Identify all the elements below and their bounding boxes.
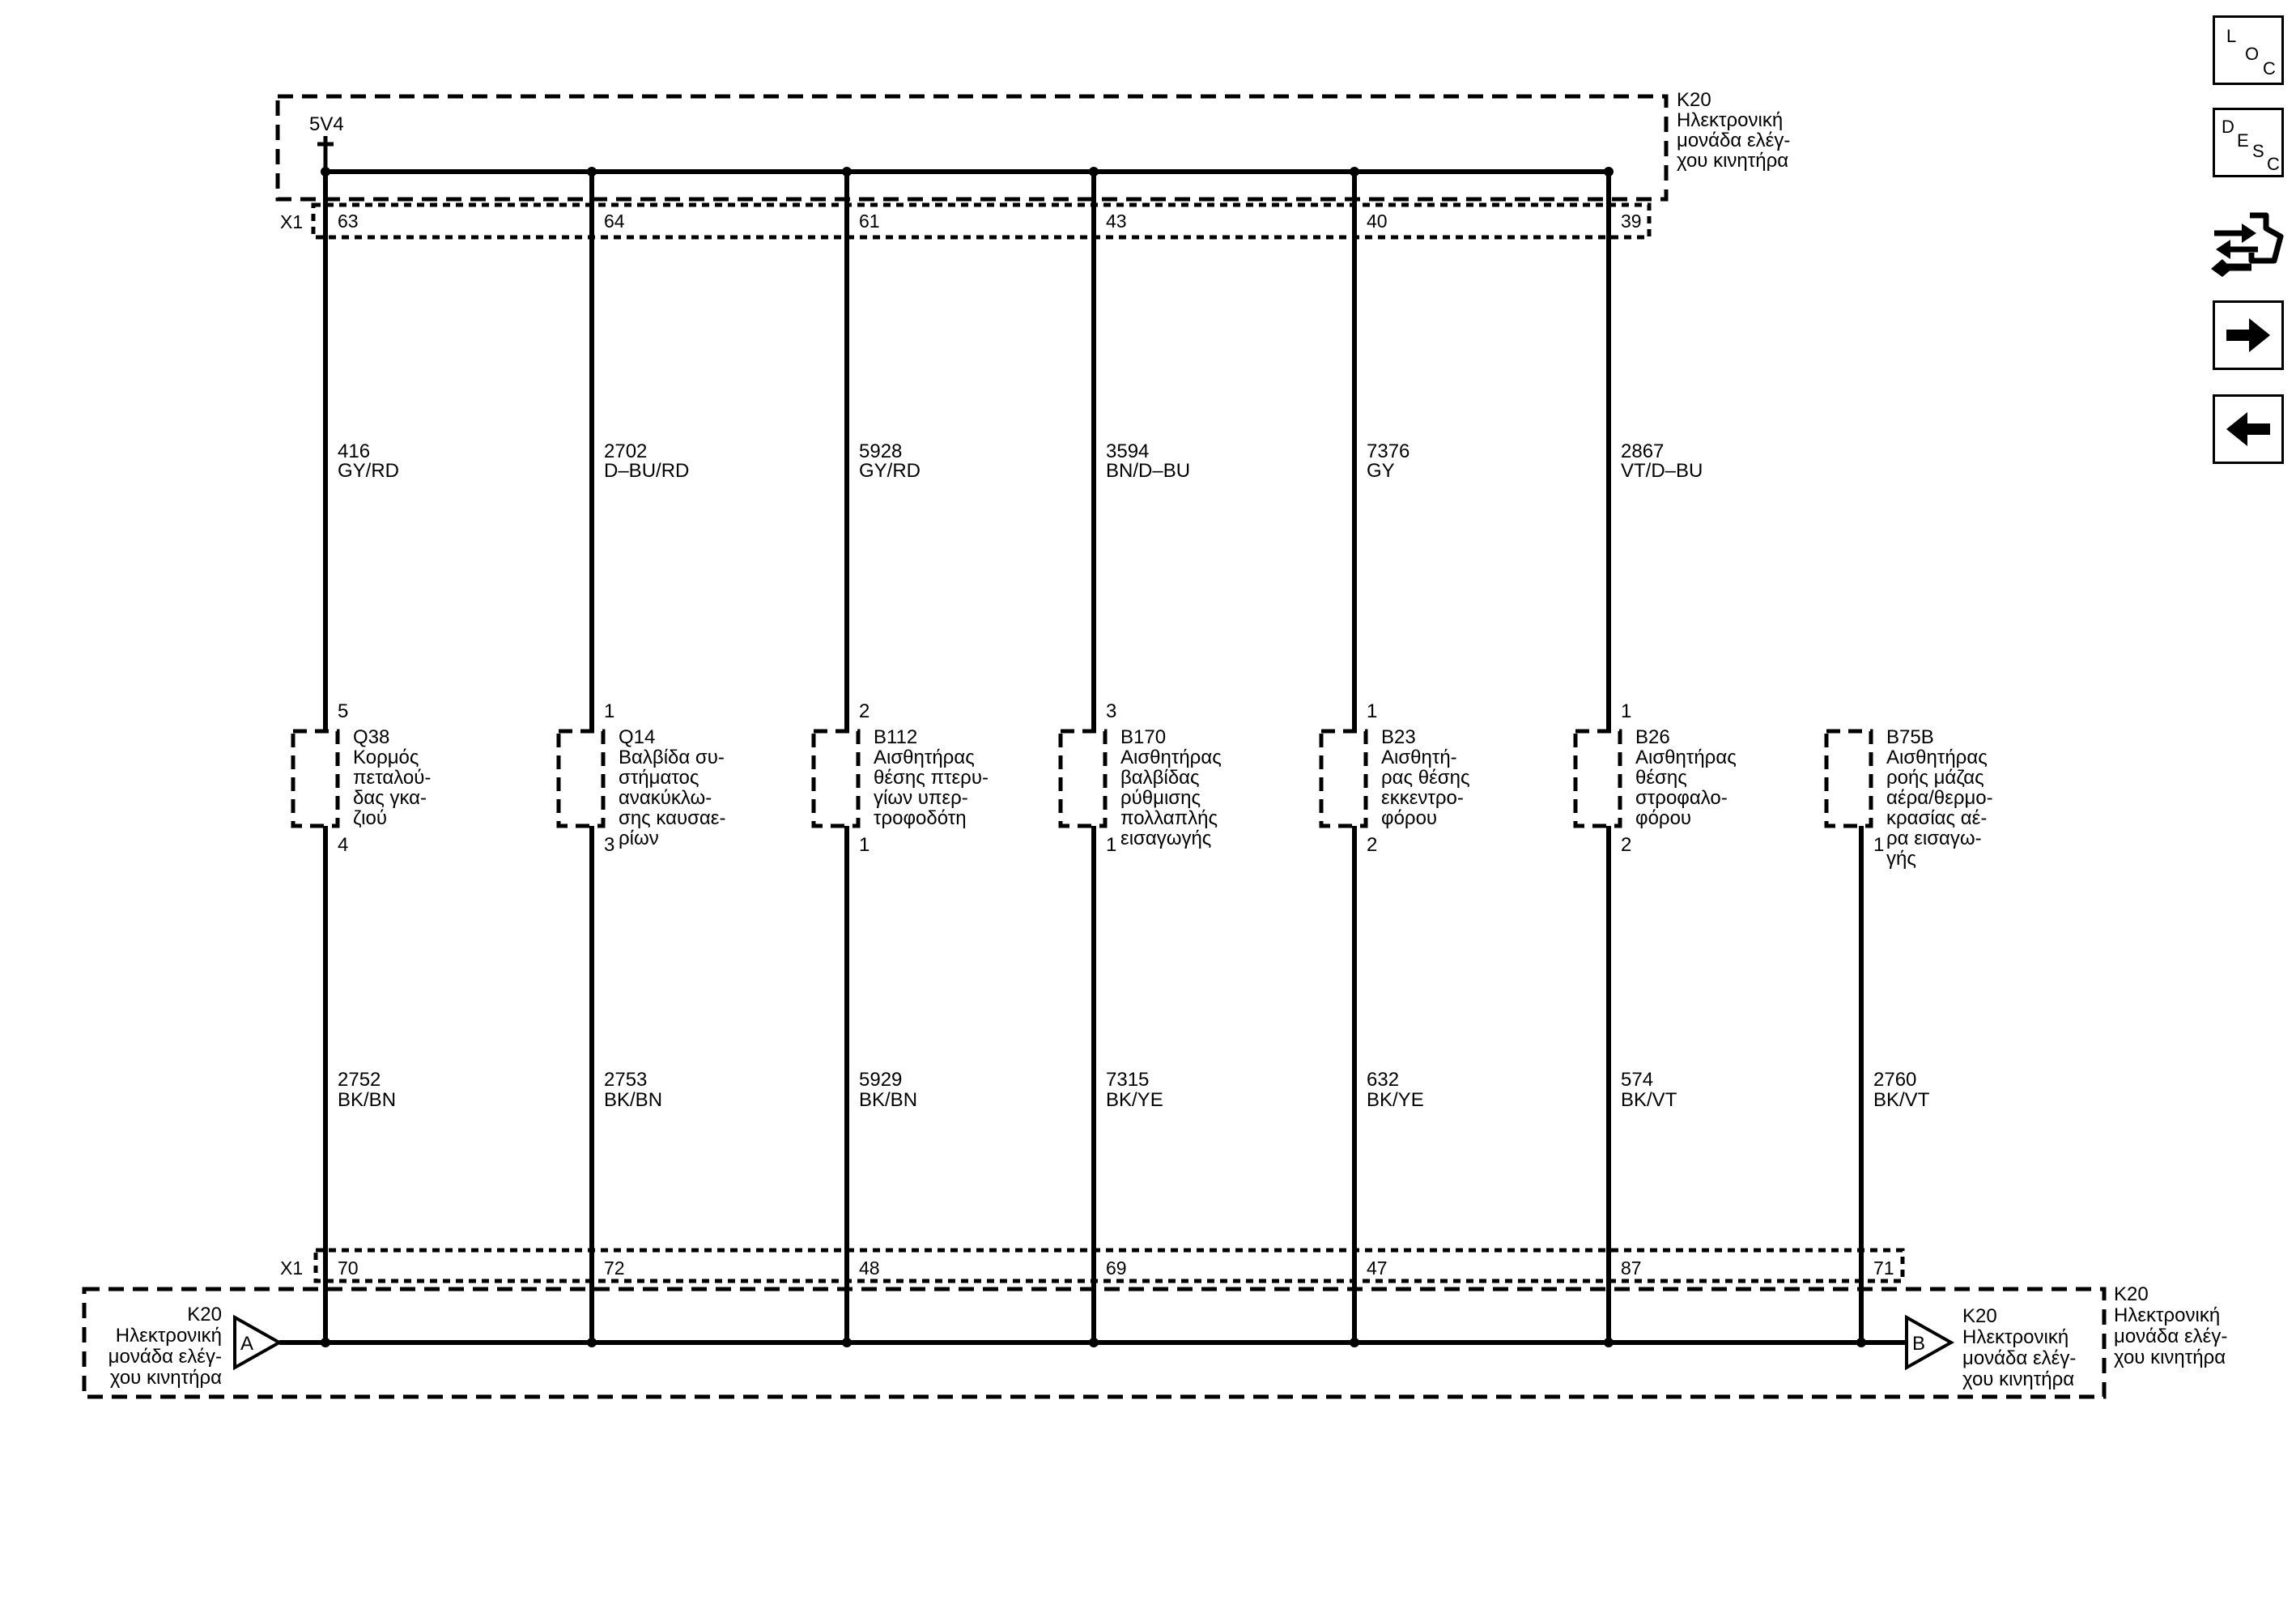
lower-wire-color-4: BK/YE <box>1367 1089 1424 1111</box>
ground-splice-4 <box>1350 1338 1359 1347</box>
component-name-0-line-0: Κορμός <box>353 747 419 768</box>
lower-wire-number-3: 7315 <box>1106 1069 1150 1091</box>
bottom-connector-pin-0: 70 <box>338 1257 359 1279</box>
component-name-6-line-2: αέρα/θερμο- <box>1886 787 1993 809</box>
lower-wire-color-3: BK/YE <box>1106 1089 1163 1111</box>
component-name-4-line-3: φόρου <box>1381 807 1438 829</box>
ground-splice-3 <box>1089 1338 1099 1347</box>
loc-letter-l: L <box>2226 26 2237 46</box>
component-name-2-line-0: Αισθητήρας <box>874 747 975 768</box>
ground-splice-1 <box>587 1338 597 1347</box>
desc-letter-s: S <box>2252 141 2264 161</box>
off-page-a-ref: K20 <box>187 1304 222 1326</box>
ecm-top-name-3: χου κινητήρα <box>1677 150 1789 172</box>
reference-splice-3 <box>1089 167 1099 177</box>
previous-page-button[interactable] <box>2213 394 2284 464</box>
connector-wrench-icon[interactable] <box>2206 209 2287 282</box>
component-pin-top-0: 5 <box>338 700 349 722</box>
off-page-letter-a: A <box>240 1333 254 1355</box>
component-pin-top-4: 1 <box>1367 700 1378 722</box>
component-outline-6 <box>1826 731 1871 826</box>
component-name-5-line-0: Αισθητήρας <box>1635 747 1737 768</box>
ground-splice-2 <box>842 1338 852 1347</box>
component-ref-6: B75B <box>1886 726 1934 748</box>
bottom-connector-pin-6: 71 <box>1873 1257 1894 1279</box>
connector-x1-top-outline <box>313 205 1649 237</box>
component-outline-0 <box>293 731 338 826</box>
component-name-1-line-0: Βαλβίδα συ- <box>619 747 725 768</box>
component-name-5-line-2: στροφαλο- <box>1635 787 1728 809</box>
supply-label: 5V4 <box>309 113 344 135</box>
upper-wire-number-5: 2867 <box>1621 440 1665 462</box>
ground-splice-5 <box>1604 1338 1614 1347</box>
upper-wire-color-3: BN/D–BU <box>1106 460 1191 482</box>
arrow-left-icon <box>2215 397 2281 462</box>
component-name-2-line-3: τροφοδότη <box>874 807 967 829</box>
ecm-top-name-2: μονάδα ελέγ- <box>1677 130 1791 151</box>
component-name-4-line-1: ρας θέσης <box>1381 767 1470 789</box>
upper-wire-color-1: D–BU/RD <box>604 460 690 482</box>
component-name-5-line-1: θέσης <box>1635 767 1687 789</box>
ecm-bottom-ref: K20 <box>2114 1283 2149 1305</box>
ground-splice-0 <box>321 1338 330 1347</box>
lower-wire-color-1: BK/BN <box>604 1089 663 1111</box>
component-name-3-line-3: πολλαπλής <box>1120 807 1218 829</box>
top-connector-pin-3: 43 <box>1106 211 1127 232</box>
component-name-1-line-2: ανακύκλω- <box>619 787 712 809</box>
component-pin-bottom-6: 1 <box>1873 834 1885 856</box>
ecm-bottom-name-3: χου κινητήρα <box>2114 1347 2226 1368</box>
lower-wire-color-0: BK/BN <box>338 1089 397 1111</box>
component-pin-bottom-5: 2 <box>1621 834 1632 856</box>
component-pin-bottom-3: 1 <box>1106 834 1117 856</box>
component-name-3-line-0: Αισθητήρας <box>1120 747 1222 768</box>
lower-wire-number-1: 2753 <box>604 1069 648 1091</box>
upper-wire-color-0: GY/RD <box>338 460 400 482</box>
reference-splice-0 <box>321 167 330 177</box>
upper-wire-color-2: GY/RD <box>859 460 921 482</box>
component-name-6-line-3: κρασίας αέ- <box>1886 807 1988 829</box>
lower-wire-number-6: 2760 <box>1873 1069 1917 1091</box>
off-page-b-name-1: Ηλεκτρονική <box>1962 1326 2069 1348</box>
component-name-3-line-1: βαλβίδας <box>1120 767 1200 789</box>
bottom-connector-pin-3: 69 <box>1106 1257 1127 1279</box>
bottom-connector-pin-2: 48 <box>859 1257 880 1279</box>
off-page-b-ref: K20 <box>1962 1305 1997 1327</box>
lower-wire-color-6: BK/VT <box>1873 1089 1930 1111</box>
component-name-2-line-1: θέσης πτερυ- <box>874 767 989 789</box>
off-page-a-name-3: χου κινητήρα <box>109 1367 222 1389</box>
location-button[interactable] <box>2213 15 2284 85</box>
component-ref-0: Q38 <box>353 726 390 748</box>
description-button[interactable] <box>2213 108 2284 177</box>
component-name-1-line-1: στήματος <box>619 767 699 789</box>
upper-wire-number-2: 5928 <box>859 440 903 462</box>
component-name-6-line-4: ρα εισαγω- <box>1886 828 1982 849</box>
lower-wire-number-0: 2752 <box>338 1069 381 1091</box>
component-name-6-line-5: γής <box>1886 848 1916 870</box>
loc-letter-o: O <box>2245 44 2260 64</box>
component-name-0-line-2: δας γκα- <box>353 787 427 809</box>
off-page-a-name-2: μονάδα ελέγ- <box>108 1346 222 1368</box>
component-name-0-line-1: πεταλού- <box>353 767 432 789</box>
lower-wire-color-2: BK/BN <box>859 1089 918 1111</box>
component-name-6-line-0: Αισθητήρας <box>1886 747 1988 768</box>
bottom-connector-pin-1: 72 <box>604 1257 625 1279</box>
ecm-bottom-name-2: μονάδα ελέγ- <box>2114 1326 2228 1347</box>
top-connector-pin-0: 63 <box>338 211 359 232</box>
component-pin-bottom-0: 4 <box>338 834 349 856</box>
component-outline-4 <box>1321 731 1366 826</box>
component-name-3-line-2: ρύθμισης <box>1120 787 1201 809</box>
component-outline-2 <box>814 731 858 826</box>
component-name-2-line-2: γίων υπερ- <box>874 787 968 809</box>
loc-letter-c: C <box>2263 58 2276 79</box>
component-outline-3 <box>1061 731 1105 826</box>
upper-wire-number-3: 3594 <box>1106 440 1150 462</box>
component-name-5-line-3: φόρου <box>1635 807 1692 829</box>
bottom-connector-pin-5: 87 <box>1621 1257 1642 1279</box>
component-name-3-line-4: εισαγωγής <box>1120 828 1212 849</box>
desc-letter-e: E <box>2237 130 2249 151</box>
off-page-letter-b: B <box>1912 1333 1926 1355</box>
component-pin-top-2: 2 <box>859 700 870 722</box>
ground-splice-6 <box>1856 1338 1866 1347</box>
component-pin-top-5: 1 <box>1621 700 1632 722</box>
circuits-group <box>293 167 1993 1347</box>
component-ref-1: Q14 <box>619 726 656 748</box>
component-pin-top-3: 3 <box>1106 700 1117 722</box>
ecm-bottom-name-1: Ηλεκτρονική <box>2114 1304 2221 1326</box>
component-outline-5 <box>1575 731 1620 826</box>
component-name-6-line-1: ροής μάζας <box>1886 767 1984 789</box>
upper-wire-number-4: 7376 <box>1367 440 1410 462</box>
upper-wire-number-1: 2702 <box>604 440 648 462</box>
top-connector-pin-4: 40 <box>1367 211 1388 232</box>
upper-wire-number-0: 416 <box>338 440 371 462</box>
lower-wire-number-2: 5929 <box>859 1069 903 1091</box>
component-name-1-line-4: ρίων <box>619 828 659 849</box>
component-name-0-line-3: ζιού <box>353 807 387 829</box>
component-pin-bottom-4: 2 <box>1367 834 1378 856</box>
component-name-4-line-2: εκκεντρο- <box>1381 787 1464 809</box>
ecm-top-ref: K20 <box>1677 89 1711 111</box>
lower-wire-color-5: BK/VT <box>1621 1089 1677 1111</box>
top-connector-pin-5: 39 <box>1621 211 1642 232</box>
ecm-top-name-1: Ηλεκτρονική <box>1677 109 1784 131</box>
component-name-4-line-0: Αισθητή- <box>1381 747 1457 768</box>
next-page-button[interactable] <box>2213 300 2284 370</box>
desc-letter-c: C <box>2267 154 2280 174</box>
component-ref-3: B170 <box>1120 726 1167 748</box>
upper-wire-color-4: GY <box>1367 460 1395 482</box>
reference-splice-5 <box>1604 167 1614 177</box>
component-name-1-line-3: σης καυσαε- <box>619 807 726 829</box>
component-ref-4: B23 <box>1381 726 1416 748</box>
connector-top-label: X1 <box>280 211 304 232</box>
off-page-a-name-1: Ηλεκτρονική <box>115 1325 222 1347</box>
component-ref-2: B112 <box>874 726 918 748</box>
ecm-top-outline <box>278 96 1666 199</box>
arrow-right-icon <box>2215 303 2281 368</box>
top-connector-pin-1: 64 <box>604 211 625 232</box>
off-page-b-name-2: μονάδα ελέγ- <box>1962 1347 2077 1369</box>
reference-splice-4 <box>1350 167 1359 177</box>
component-pin-bottom-2: 1 <box>859 834 870 856</box>
bottom-connector-pin-4: 47 <box>1367 1257 1388 1279</box>
reference-splice-1 <box>587 167 597 177</box>
component-pin-top-1: 1 <box>604 700 615 722</box>
component-outline-1 <box>559 731 603 826</box>
reference-splice-2 <box>842 167 852 177</box>
upper-wire-color-5: VT/D–BU <box>1621 460 1703 482</box>
component-ref-5: B26 <box>1635 726 1670 748</box>
component-pin-bottom-1: 3 <box>604 834 615 856</box>
lower-wire-number-4: 632 <box>1367 1069 1400 1091</box>
lower-wire-number-5: 574 <box>1621 1069 1654 1091</box>
top-connector-pin-2: 61 <box>859 211 880 232</box>
connector-bottom-label: X1 <box>280 1257 304 1279</box>
desc-letter-d: D <box>2222 117 2234 137</box>
off-page-b-name-3: χου κινητήρα <box>1962 1368 2075 1390</box>
